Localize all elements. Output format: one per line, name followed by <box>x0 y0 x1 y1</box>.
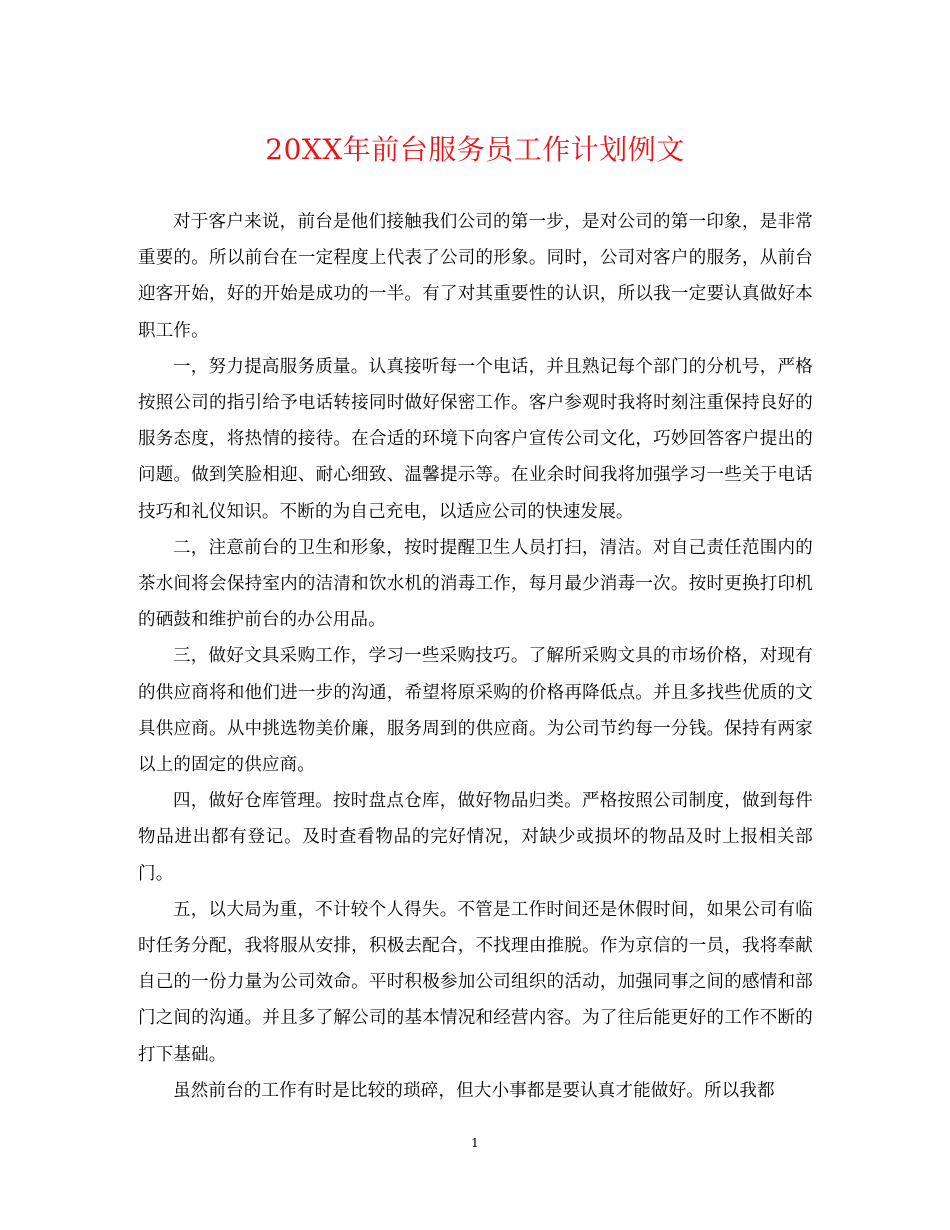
page-number: 1 <box>471 1136 479 1150</box>
paragraph-stationery-purchase: 三，做好文具采购工作，学习一些采购技巧。了解所采购文具的市场价格，对现有的供应商将和他们进一步的沟通，希望将原采购的价格再降低点。并且多找些优质的文具供应商。从中挑选物美价廉，服务周到的供应商。为公司节约每一分钱。保持有两家以上的固定的供应商。 <box>138 646 813 776</box>
intro-paragraph: 对于客户来说，前台是他们接触我们公司的第一步，是对公司的第一印象，是非常重要的。所以前台在一定程度上代表了公司的形象。同时，公司对客户的服务，从前台迎客开始，好的开始是成功的一半。有了对其重要性的认识，所以我一定要认真做好本职工作。 <box>138 212 813 341</box>
document-body <box>138 204 813 1109</box>
paragraph-teamwork: 五，以大局为重，不计较个人得失。不管是工作时间还是休假时间，如果公司有临时任务分配，我将服从安排，积极去配合，不找理由推脱。作为京信的一员，我将奉献自己的一份力量为公司效命。平时积极参加公司组织的活动，加强同事之间的感情和部门之间的沟通。并且多了解公司的基本情况和经营内容。为了往后能更好的工作不断的打下基础。 <box>138 899 813 1065</box>
paragraph-hygiene: 二，注意前台的卫生和形象，按时提醒卫生人员打扫，清洁。对自己责任范围内的茶水间将会保持室内的洁清和饮水机的消毒工作，每月最少消毒一次。按时更换打印机的硒鼓和维护前台的办公用品。 <box>138 537 813 631</box>
paragraph-closing: 虽然前台的工作有时是比较的琐碎，但大小事都是要认真才能做好。所以我都 <box>173 1080 775 1101</box>
document-title: 20XX年前台服务员工作计划例文 <box>265 133 685 166</box>
paragraph-warehouse: 四，做好仓库管理。按时盘点仓库，做好物品归类。严格按照公司制度，做到每件物品进出都有登记。及时查看物品的完好情况，对缺少或损坏的物品及时上报相关部门。 <box>138 791 813 884</box>
paragraph-service-quality: 一，努力提高服务质量。认真接听每一个电话，并且熟记每个部门的分机号，严格按照公司的指引给予电话转接同时做好保密工作。客户参观时我将时刻注重保持良好的服务态度，将热情的接待。在合适的环境下向客户宣传公司文化，巧妙回答客户提出的问题。做到笑脸相迎、耐心细致、温馨提示等。在业余时间我将加强学习一些关于电话技巧和礼仪知识。不断的为自己充电，以适应公司的快速发展。 <box>138 356 813 522</box>
